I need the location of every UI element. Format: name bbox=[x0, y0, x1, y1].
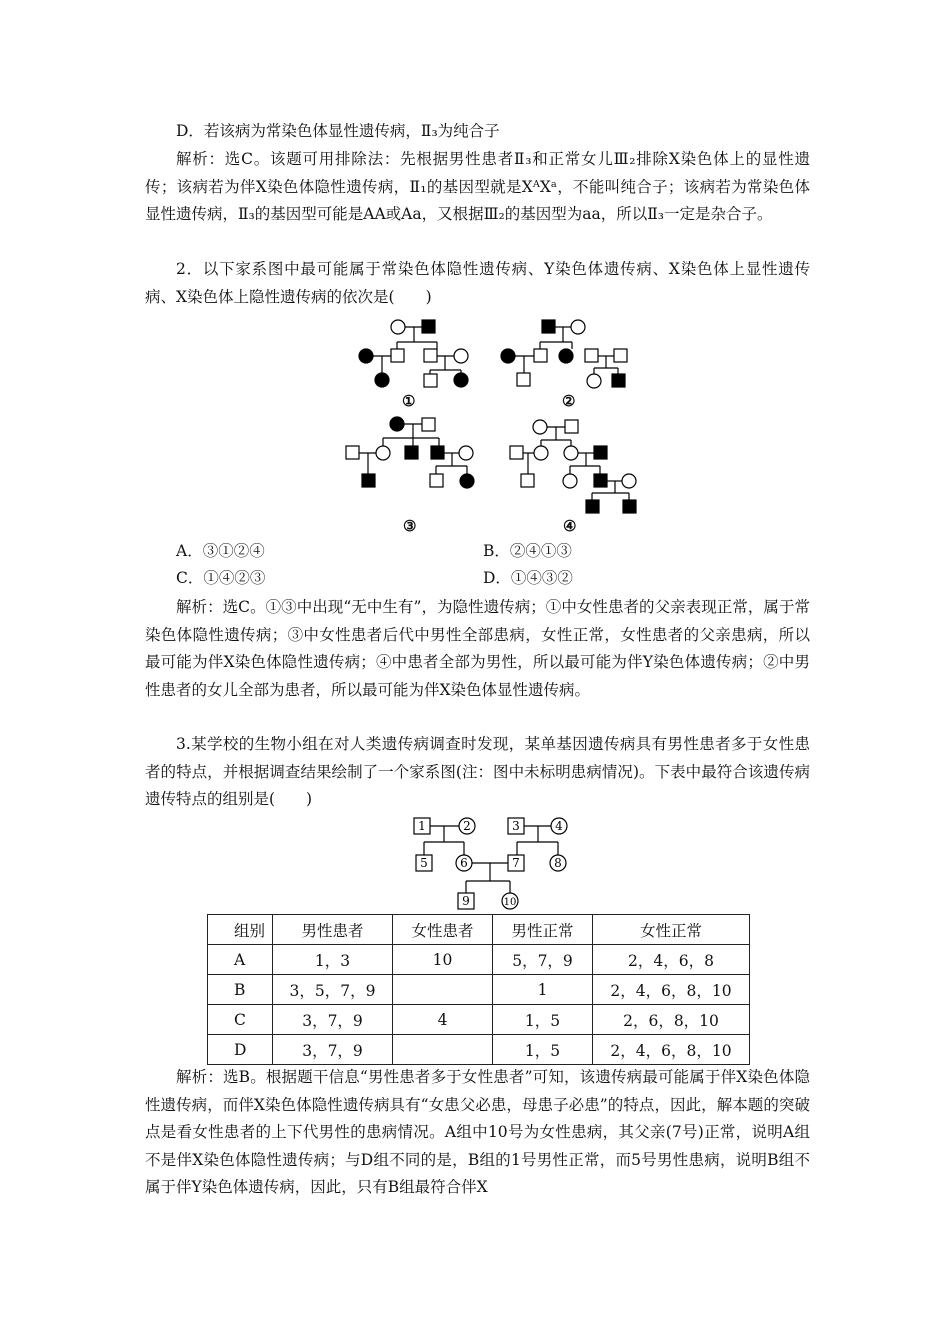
answer-1: 解析：选C。该题可用排除法：先根据男性患者Ⅱ₃和正常女儿Ⅲ₂排除X染色体上的显性遗传；该病若为伴X染色体隐性遗传病，Ⅱ₁的基因型就是XᴬXᵃ，不能叫纯合子；该病若为常染色体显性遗传病，Ⅱ₃的基因型可能是AA或Aa，又根据Ⅲ₂的基因型为aa，所以Ⅱ₃一定是杂合子。 bbox=[145, 150, 810, 223]
pedigree-q3 bbox=[405, 812, 580, 910]
pedigree-num-2: 2 bbox=[463, 819, 471, 833]
header-male-patient: 男性患者 bbox=[273, 915, 393, 945]
table-row bbox=[208, 1005, 750, 1035]
table-cell: C bbox=[208, 1005, 273, 1035]
table-cell: 1 bbox=[493, 975, 593, 1005]
table-cell: 2，4，6，8，10 bbox=[593, 975, 750, 1005]
table-cell: 3，7，9 bbox=[273, 1035, 393, 1065]
question-2: 2．以下家系图中最可能属于常染色体隐性遗传病、Y染色体遗传病、X染色体上显性遗传病、X染色体上隐性遗传病的依次是( ) bbox=[145, 260, 810, 306]
q2-option-d: D．①④③② bbox=[483, 569, 573, 587]
group-table bbox=[207, 914, 750, 1065]
pedigree-3 bbox=[346, 417, 474, 488]
table-cell: B bbox=[208, 975, 273, 1005]
answer-2: 解析：选C。①③中出现“无中生有”，为隐性遗传病；①中女性患者的父亲表现正常，属于常染色体隐性遗传病；③中女性患者后代中男性全部患病，女性正常，女性患者的父亲患病，所以最可能为伴X染色体隐性遗传病；④中患者全部为男性，所以最可能为伴Y染色体遗传病；②中男性患者的女儿全部为患者，所以最可能为伴X染色体显性遗传病。 bbox=[145, 598, 810, 699]
figure-label-1: ① bbox=[402, 392, 416, 410]
pedigree-num-3: 3 bbox=[512, 819, 520, 833]
question-3: 3.某学校的生物小组在对人类遗传病调查时发现，某单基因遗传病具有男性患者多于女性患者的特点，并根据调查结果绘制了一个家系图(注：图中未标明患病情况)。下表中最符合该遗传病遗传特点的组别是( ) bbox=[145, 735, 810, 808]
pedigree-num-10: 10 bbox=[503, 897, 517, 908]
header-female-patient: 女性患者 bbox=[393, 915, 493, 945]
table-cell: D bbox=[208, 1035, 273, 1065]
table-cell: 10 bbox=[393, 945, 493, 975]
q2-option-a: A．③①②④ bbox=[176, 542, 265, 560]
table-row bbox=[208, 1035, 750, 1065]
q2-option-c: C．①④②③ bbox=[176, 569, 266, 587]
answer-3: 解析：选B。根据题干信息“男性患者多于女性患者”可知，该遗传病最可能属于伴X染色体隐性遗传病，而伴X染色体隐性遗传病具有“女患父必患，母患子必患”的特点，因此，解本题的突破点是看女性患者的上下代男性的患病情况。A组中10号为女性患病，其父亲(7号)正常，说明A组不是伴X染色体隐性遗传病；与D组不同的是，B组的1号男性正常，而5号男性患病，说明B组不属于伴Y染色体遗传病，因此，只有B组最符合伴X bbox=[145, 1068, 810, 1196]
figure-label-4: ④ bbox=[563, 517, 577, 535]
pedigree-num-6: 6 bbox=[460, 856, 468, 870]
table-cell: A bbox=[208, 945, 273, 975]
pedigree-figures bbox=[330, 310, 640, 538]
pedigree-num-9: 9 bbox=[462, 894, 470, 908]
table-header-row bbox=[208, 915, 750, 945]
pedigree-4 bbox=[510, 420, 636, 513]
table-row bbox=[208, 975, 750, 1005]
table-cell: 2，4，6，8，10 bbox=[593, 1035, 750, 1065]
table-cell: 4 bbox=[393, 1005, 493, 1035]
table-cell bbox=[393, 1035, 493, 1065]
pedigree-num-4: 4 bbox=[555, 819, 563, 833]
table-cell: 3，7，9 bbox=[273, 1005, 393, 1035]
table-cell: 1，5 bbox=[493, 1035, 593, 1065]
pedigree-num-7: 7 bbox=[512, 856, 520, 870]
table-cell: 1，3 bbox=[273, 945, 393, 975]
table-row bbox=[208, 945, 750, 975]
table-cell: 1，5 bbox=[493, 1005, 593, 1035]
pedigree-num-5: 5 bbox=[420, 856, 428, 870]
table-cell: 2，4，6，8 bbox=[593, 945, 750, 975]
header-group: 组别 bbox=[208, 915, 273, 945]
figure-label-2: ② bbox=[562, 392, 576, 410]
pedigree-num-1: 1 bbox=[418, 819, 426, 833]
header-male-normal: 男性正常 bbox=[493, 915, 593, 945]
table-cell: 5，7，9 bbox=[493, 945, 593, 975]
header-female-normal: 女性正常 bbox=[593, 915, 750, 945]
pedigree-2 bbox=[501, 320, 627, 388]
pedigree-num-8: 8 bbox=[554, 856, 562, 870]
figure-label-3: ③ bbox=[403, 517, 417, 535]
option-d-text: D．若该病为常染色体显性遗传病，Ⅱ₃为纯合子 bbox=[176, 122, 500, 140]
table-cell bbox=[393, 975, 493, 1005]
table-cell: 3，5，7，9 bbox=[273, 975, 393, 1005]
table-cell: 2，6，8，10 bbox=[593, 1005, 750, 1035]
q2-option-b: B．②④①③ bbox=[483, 542, 572, 560]
pedigree-1 bbox=[359, 320, 468, 387]
